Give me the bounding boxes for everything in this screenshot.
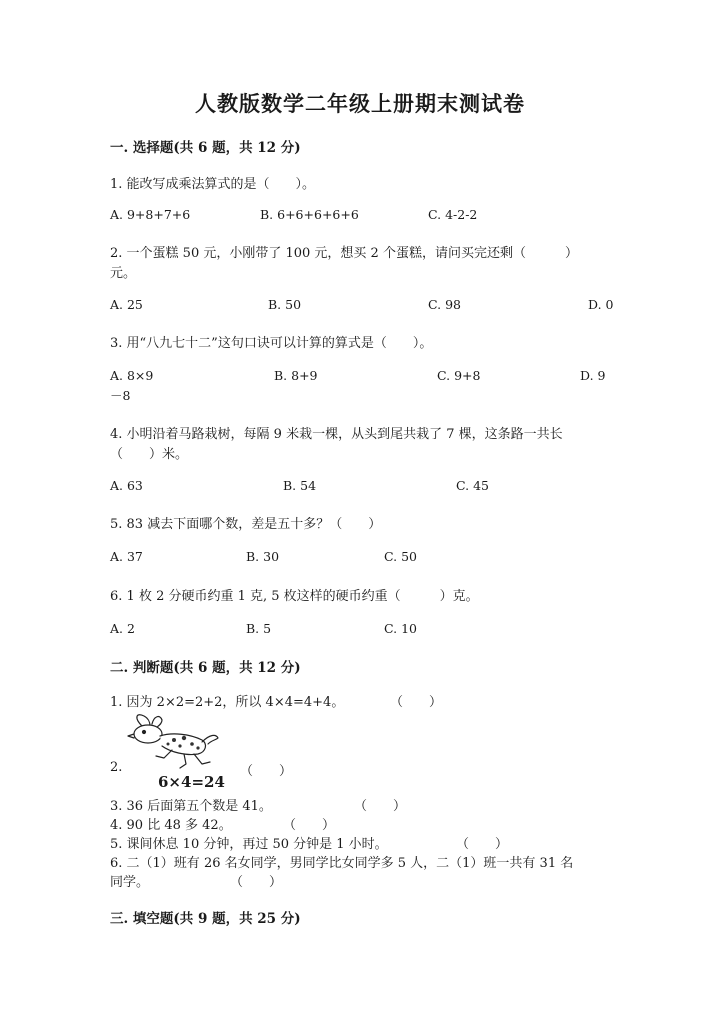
option: C. 50: [384, 549, 417, 564]
option: A. 9+8+7+6: [110, 207, 191, 222]
option: A. 25: [110, 297, 143, 312]
question-text: 5. 课间休息 10 分钟，再过 50 分钟是 1 小时。: [110, 837, 388, 852]
option: B. 6+6+6+6+6: [260, 207, 359, 222]
question-text: 3. 用“八九七十二”这句口诀可以计算的算式是（ ）。: [110, 336, 433, 351]
question-text: 2. 一个蛋糕 50 元，小刚带了 100 元，想买 2 个蛋糕，请问买完还剩（ ）: [110, 246, 578, 261]
section-heading-fill: 三. 填空题(共 9 题，共 25 分): [110, 911, 301, 927]
option: D. 9: [580, 368, 606, 383]
option: A. 63: [110, 478, 143, 493]
answer-blank: （ ）: [230, 875, 283, 890]
option: C. 10: [384, 621, 417, 636]
question-text: 1. 能改写成乘法算式的是（ ）。: [110, 177, 316, 192]
section-heading-judge: 二. 判断题(共 6 题，共 12 分): [110, 660, 301, 676]
question-text: 3. 36 后面第五个数是 41。: [110, 799, 272, 814]
question-text: 4. 90 比 48 多 42。: [110, 818, 232, 833]
question-text: 6. 二（1）班有 26 名女同学，男同学比女同学多 5 人，二（1）班一共有 31 名: [110, 856, 574, 871]
equation-label: 6×4=24: [158, 773, 225, 791]
option: C. 45: [456, 478, 489, 493]
option: C. 4-2-2: [428, 207, 478, 222]
option: A. 37: [110, 549, 143, 564]
answer-blank: （ ）: [240, 764, 293, 779]
page-title: 人教版数学二年级上册期末测试卷: [195, 91, 525, 116]
question-text-cont: （ ）米。: [110, 447, 189, 462]
option: B. 50: [268, 297, 302, 312]
answer-blank: （ ）: [456, 837, 509, 852]
option: A. 2: [110, 621, 135, 636]
question-number: 2.: [110, 760, 123, 775]
answer-blank: （ ）: [390, 695, 443, 710]
answer-blank: （ ）: [283, 818, 336, 833]
option: B. 54: [283, 478, 317, 493]
rabbit-running-icon: [124, 712, 224, 778]
question-text-cont: 同学。: [110, 875, 150, 890]
option: C. 9+8: [437, 368, 481, 383]
option: A. 8×9: [110, 368, 154, 383]
question-text: 4. 小明沿着马路栽树，每隔 9 米栽一棵，从头到尾共栽了 7 棵，这条路一共长: [110, 427, 563, 442]
answer-blank: （ ）: [354, 799, 407, 814]
option: B. 5: [246, 621, 272, 636]
question-text-cont: 元。: [110, 266, 137, 281]
option: D. 0: [588, 297, 614, 312]
question-text: 5. 83 减去下面哪个数，差是五十多？（ ）: [110, 517, 382, 532]
option: B. 30: [246, 549, 280, 564]
question-text: 1. 因为 2×2=2+2，所以 4×4=4+4。: [110, 695, 345, 710]
option: B. 8+9: [274, 368, 318, 383]
section-heading-choice: 一. 选择题(共 6 题，共 12 分): [110, 140, 301, 156]
option: C. 98: [428, 297, 461, 312]
question-text: 6. 1 枚 2 分硬币约重 1 克, 5 枚这样的硬币约重（ ）克。: [110, 589, 479, 604]
option-wrap: －8: [110, 388, 131, 403]
